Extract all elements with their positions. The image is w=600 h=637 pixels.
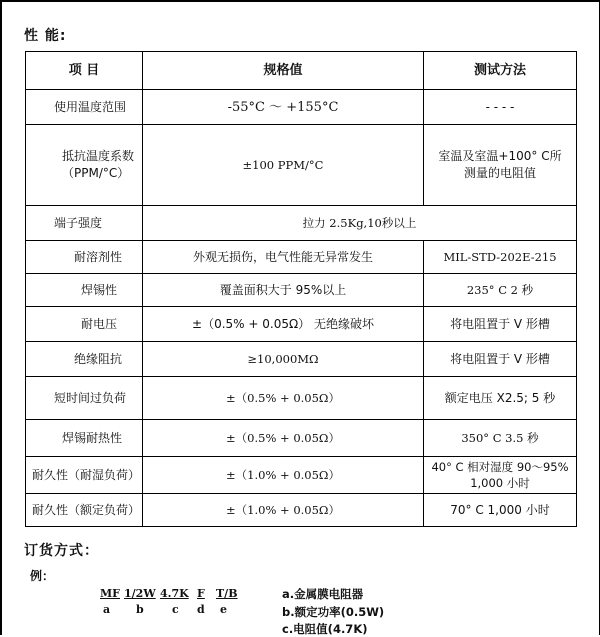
legend-a: a.金属膜电阻器 (282, 587, 364, 601)
row-method: 室温及室温+100° C所 测量的电阻值 (424, 125, 577, 206)
row-method: 将电阻置于 V 形槽 (424, 342, 577, 377)
table-row (26, 420, 577, 457)
row-item: 焊锡性 (26, 274, 143, 307)
page-border-top (0, 0, 600, 2)
header-method: 测试方法 (424, 52, 577, 90)
row-item: 绝缘阻抗 (26, 342, 143, 377)
code-part-series: MF (100, 587, 120, 600)
code-part-packing: T/B (216, 587, 238, 600)
code-letter-c: c (172, 603, 179, 616)
table-row (26, 342, 577, 377)
table-row (26, 274, 577, 307)
table-row (26, 307, 577, 342)
row-method: 将电阻置于 V 形槽 (424, 307, 577, 342)
table-row (26, 377, 577, 420)
header-item: 项 目 (26, 52, 143, 90)
row-item: 耐久性（耐湿负荷） (26, 457, 143, 494)
row-item: 短时间过负荷 (26, 377, 143, 420)
row-spec: 覆盖面积大于 95%以上 (143, 274, 424, 307)
row-method: 额定电压 X2.5; 5 秒 (424, 377, 577, 420)
legend-b: b.额定功率(0.5W) (282, 605, 385, 619)
table-row (26, 457, 577, 494)
row-method: - - - - (424, 90, 577, 125)
table-row (26, 90, 577, 125)
row-method: 70° C 1,000 小时 (424, 494, 577, 527)
performance-table (25, 51, 577, 527)
row-spec: ±（0.5% + 0.05Ω） (143, 377, 424, 420)
row-item: 使用温度范围 (26, 90, 143, 125)
order-method-title: 订货方式： (24, 543, 99, 559)
row-spec: ±（0.5% + 0.05Ω） 无绝缘破坏 (143, 307, 424, 342)
row-item: 焊锡耐热性 (26, 420, 143, 457)
code-letter-d: d (197, 603, 205, 616)
example-label: 例： (30, 569, 55, 583)
row-spec: ±（0.5% + 0.05Ω） (143, 420, 424, 457)
code-part-resistance: 4.7K (160, 587, 189, 600)
performance-title: 性 能: (24, 28, 67, 44)
code-part-power: 1/2W (124, 587, 156, 600)
row-method: 235° C 2 秒 (424, 274, 577, 307)
row-spec: ±（1.0% + 0.05Ω） (143, 457, 424, 494)
row-item: 耐电压 (26, 307, 143, 342)
code-letter-b: b (136, 603, 144, 616)
row-item: 端子强度 (26, 206, 143, 241)
page-border-left (0, 0, 2, 635)
code-part-tolerance: F (197, 587, 205, 600)
row-spec: 外观无损伤，电气性能无异常发生 (143, 241, 424, 274)
row-spec: ≥10,000MΩ (143, 342, 424, 377)
row-item: 抵抗温度系数 （PPM/°C） (26, 125, 143, 206)
row-spec-merged: 拉力 2.5Kg,10秒以上 (143, 206, 577, 241)
legend-c: c.电阻值(4.7K) (282, 622, 368, 636)
code-letter-e: e (220, 603, 227, 616)
row-method: 350° C 3.5 秒 (424, 420, 577, 457)
row-method: 40° C 相对湿度 90～95% 1,000 小时 (424, 457, 577, 494)
row-spec: -55°C ～ +155°C (143, 90, 424, 125)
row-spec: ±100 PPM/°C (143, 125, 424, 206)
table-row (26, 206, 577, 241)
table-header-row (26, 52, 577, 90)
row-spec: ±（1.0% + 0.05Ω） (143, 494, 424, 527)
table-row (26, 125, 577, 206)
row-item: 耐溶剂性 (26, 241, 143, 274)
row-method: MIL-STD-202E-215 (424, 241, 577, 274)
header-spec: 规格值 (143, 52, 424, 90)
row-item: 耐久性（额定负荷） (26, 494, 143, 527)
table-row (26, 494, 577, 527)
table-row (26, 241, 577, 274)
code-letter-a: a (103, 603, 111, 616)
